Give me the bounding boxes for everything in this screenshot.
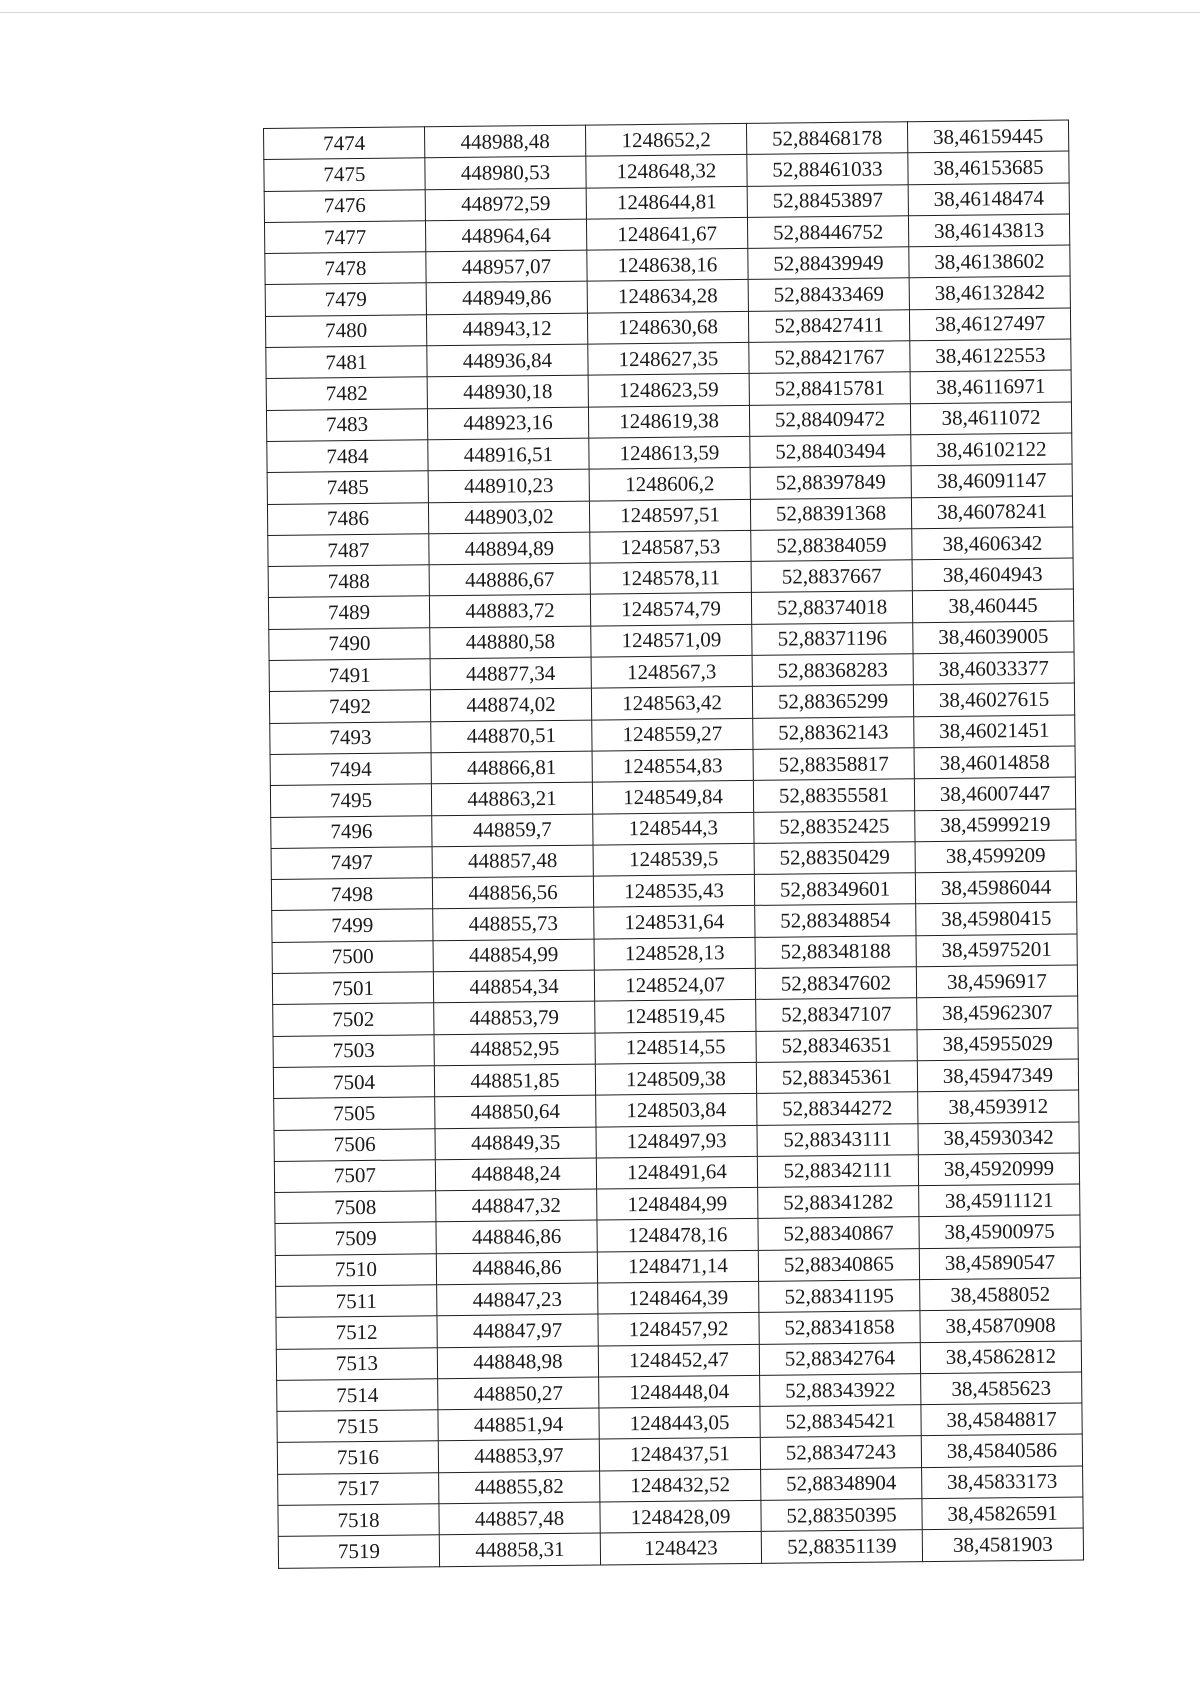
latitude-cell: 52,88348904	[761, 1467, 922, 1500]
point-number-cell: 7480	[265, 315, 426, 348]
y-coordinate-cell: 1248648,32	[586, 155, 747, 188]
y-coordinate-cell: 1248623,59	[588, 374, 749, 407]
y-coordinate-cell: 1248464,39	[598, 1281, 759, 1314]
longitude-cell: 38,46138602	[909, 245, 1070, 278]
y-coordinate-cell: 1248567,3	[591, 655, 752, 688]
latitude-cell: 52,88350395	[761, 1499, 922, 1532]
latitude-cell: 52,88351139	[761, 1530, 922, 1563]
point-number-cell: 7485	[267, 471, 428, 504]
latitude-cell: 52,8837667	[751, 560, 912, 593]
y-coordinate-cell: 1248471,14	[597, 1250, 758, 1283]
x-coordinate-cell: 448866,81	[431, 751, 592, 784]
latitude-cell: 52,88345361	[756, 1061, 917, 1094]
coordinates-table-body	[264, 120, 1084, 1568]
y-coordinate-cell: 1248613,59	[589, 436, 750, 469]
latitude-cell: 52,88368283	[752, 654, 913, 687]
latitude-cell: 52,88374018	[751, 591, 912, 624]
y-coordinate-cell: 1248559,27	[592, 718, 753, 751]
longitude-cell: 38,45848817	[921, 1403, 1082, 1436]
x-coordinate-cell: 448847,32	[436, 1189, 597, 1222]
longitude-cell: 38,45947349	[917, 1059, 1078, 1092]
longitude-cell: 38,45862812	[920, 1341, 1081, 1374]
point-number-cell: 7498	[271, 878, 432, 911]
latitude-cell: 52,88421767	[749, 341, 910, 374]
point-number-cell: 7486	[267, 502, 428, 535]
latitude-cell: 52,88347107	[756, 998, 917, 1031]
x-coordinate-cell: 448852,95	[434, 1033, 595, 1066]
point-number-cell: 7515	[277, 1410, 438, 1443]
x-coordinate-cell: 448853,79	[434, 1001, 595, 1034]
longitude-cell: 38,45975201	[916, 934, 1077, 967]
longitude-cell: 38,4596917	[916, 965, 1077, 998]
longitude-cell: 38,45930342	[918, 1122, 1079, 1155]
y-coordinate-cell: 1248491,64	[596, 1156, 757, 1189]
latitude-cell: 52,88345421	[760, 1405, 921, 1438]
latitude-cell: 52,88355581	[753, 779, 914, 812]
x-coordinate-cell: 448916,51	[428, 438, 589, 471]
y-coordinate-cell: 1248457,92	[598, 1313, 759, 1346]
point-number-cell: 7487	[268, 534, 429, 567]
latitude-cell: 52,88362143	[753, 716, 914, 749]
point-number-cell: 7475	[264, 158, 425, 191]
latitude-cell: 52,88409472	[749, 403, 910, 436]
x-coordinate-cell: 448930,18	[427, 375, 588, 408]
x-coordinate-cell: 448874,02	[430, 688, 591, 721]
coordinates-table-wrapper	[263, 120, 1084, 1569]
point-number-cell: 7510	[275, 1253, 436, 1286]
x-coordinate-cell: 448854,99	[433, 939, 594, 972]
x-coordinate-cell: 448850,27	[438, 1377, 599, 1410]
point-number-cell: 7501	[272, 972, 433, 1005]
point-number-cell: 7484	[267, 440, 428, 473]
latitude-cell: 52,88453897	[747, 184, 908, 217]
latitude-cell: 52,88403494	[750, 435, 911, 468]
longitude-cell: 38,46148474	[908, 183, 1069, 216]
x-coordinate-cell: 448847,97	[437, 1314, 598, 1347]
longitude-cell: 38,4606342	[912, 527, 1073, 560]
point-number-cell: 7495	[270, 784, 431, 817]
longitude-cell: 38,46116971	[910, 370, 1071, 403]
point-number-cell: 7502	[273, 1003, 434, 1036]
y-coordinate-cell: 1248641,67	[586, 217, 747, 250]
latitude-cell: 52,88347602	[755, 967, 916, 1000]
x-coordinate-cell: 448846,86	[436, 1220, 597, 1253]
longitude-cell: 38,45840586	[921, 1434, 1082, 1467]
y-coordinate-cell: 1248448,04	[599, 1375, 760, 1408]
latitude-cell: 52,88348854	[755, 904, 916, 937]
latitude-cell: 52,88348188	[755, 935, 916, 968]
latitude-cell: 52,88346351	[756, 1029, 917, 1062]
x-coordinate-cell: 448857,48	[439, 1502, 600, 1535]
point-number-cell: 7514	[277, 1379, 438, 1412]
y-coordinate-cell: 1248539,5	[593, 843, 754, 876]
longitude-cell: 38,4593912	[918, 1090, 1079, 1123]
x-coordinate-cell: 448894,89	[429, 532, 590, 565]
point-number-cell: 7504	[273, 1066, 434, 1099]
y-coordinate-cell: 1248587,53	[590, 530, 751, 563]
point-number-cell: 7507	[274, 1160, 435, 1193]
latitude-cell: 52,88397849	[750, 466, 911, 499]
latitude-cell: 52,88371196	[752, 622, 913, 655]
longitude-cell: 38,4585623	[921, 1372, 1082, 1405]
x-coordinate-cell: 448949,86	[426, 282, 587, 315]
y-coordinate-cell: 1248503,84	[596, 1094, 757, 1127]
y-coordinate-cell: 1248484,99	[597, 1187, 758, 1220]
latitude-cell: 52,88365299	[752, 685, 913, 718]
y-coordinate-cell: 1248531,64	[594, 906, 755, 939]
x-coordinate-cell: 448886,67	[429, 563, 590, 596]
point-number-cell: 7505	[274, 1097, 435, 1130]
x-coordinate-cell: 448863,21	[431, 782, 592, 815]
x-coordinate-cell: 448903,02	[428, 501, 589, 534]
point-number-cell: 7518	[278, 1504, 439, 1537]
x-coordinate-cell: 448964,64	[425, 219, 586, 252]
point-number-cell: 7479	[265, 283, 426, 316]
point-number-cell: 7490	[269, 628, 430, 661]
latitude-cell: 52,88358817	[753, 748, 914, 781]
longitude-cell: 38,46127497	[909, 308, 1070, 341]
y-coordinate-cell: 1248428,09	[600, 1500, 761, 1533]
latitude-cell: 52,88341195	[759, 1280, 920, 1313]
longitude-cell: 38,46132842	[909, 277, 1070, 310]
x-coordinate-cell: 448923,16	[427, 407, 588, 440]
point-number-cell: 7500	[272, 940, 433, 973]
longitude-cell: 38,45920999	[918, 1153, 1079, 1186]
point-number-cell: 7489	[268, 596, 429, 629]
latitude-cell: 52,88446752	[747, 216, 908, 249]
y-coordinate-cell: 1248634,28	[587, 280, 748, 313]
point-number-cell: 7506	[274, 1128, 435, 1161]
latitude-cell: 52,88343111	[757, 1123, 918, 1156]
point-number-cell: 7499	[272, 909, 433, 942]
longitude-cell: 38,45955029	[917, 1028, 1078, 1061]
y-coordinate-cell: 1248627,35	[588, 343, 749, 376]
x-coordinate-cell: 448880,58	[430, 626, 591, 659]
x-coordinate-cell: 448853,97	[438, 1440, 599, 1473]
point-number-cell: 7492	[269, 690, 430, 723]
x-coordinate-cell: 448859,7	[432, 814, 593, 847]
longitude-cell: 38,46039005	[913, 621, 1074, 654]
longitude-cell: 38,46021451	[914, 715, 1075, 748]
longitude-cell: 38,4599209	[915, 840, 1076, 873]
latitude-cell: 52,88349601	[754, 873, 915, 906]
x-coordinate-cell: 448854,34	[433, 970, 594, 1003]
longitude-cell: 38,46007447	[914, 777, 1075, 810]
point-number-cell: 7503	[273, 1034, 434, 1067]
latitude-cell: 52,88342764	[759, 1342, 920, 1375]
x-coordinate-cell: 448851,94	[438, 1408, 599, 1441]
longitude-cell: 38,46102122	[911, 433, 1072, 466]
longitude-cell: 38,45962307	[917, 996, 1078, 1029]
longitude-cell: 38,46078241	[911, 496, 1072, 529]
y-coordinate-cell: 1248519,45	[595, 1000, 756, 1033]
point-number-cell: 7478	[265, 252, 426, 285]
longitude-cell: 38,46091147	[911, 464, 1072, 497]
y-coordinate-cell: 1248437,51	[599, 1438, 760, 1471]
longitude-cell: 38,4581903	[922, 1528, 1083, 1561]
longitude-cell: 38,4611072	[910, 402, 1071, 435]
point-number-cell: 7509	[275, 1222, 436, 1255]
x-coordinate-cell: 448957,07	[426, 250, 587, 283]
longitude-cell: 38,46159445	[907, 120, 1068, 153]
longitude-cell: 38,45870908	[920, 1309, 1081, 1342]
coordinates-table	[263, 120, 1084, 1569]
x-coordinate-cell: 448980,53	[425, 156, 586, 189]
scan-edge-line	[0, 12, 1200, 13]
x-coordinate-cell: 448877,34	[430, 657, 591, 690]
latitude-cell: 52,88415781	[749, 372, 910, 405]
y-coordinate-cell: 1248443,05	[599, 1407, 760, 1440]
point-number-cell: 7519	[278, 1535, 439, 1568]
latitude-cell: 52,88461033	[747, 153, 908, 186]
latitude-cell: 52,88343922	[760, 1374, 921, 1407]
latitude-cell: 52,88352425	[754, 810, 915, 843]
y-coordinate-cell: 1248578,11	[590, 562, 751, 595]
point-number-cell: 7508	[275, 1191, 436, 1224]
latitude-cell: 52,88341858	[759, 1311, 920, 1344]
point-number-cell: 7513	[276, 1347, 437, 1380]
latitude-cell: 52,88384059	[751, 529, 912, 562]
point-number-cell: 7474	[264, 127, 425, 160]
point-number-cell: 7481	[266, 346, 427, 379]
y-coordinate-cell: 1248574,79	[590, 593, 751, 626]
latitude-cell: 52,88347243	[760, 1436, 921, 1469]
point-number-cell: 7493	[270, 721, 431, 754]
latitude-cell: 52,88439949	[748, 247, 909, 280]
latitude-cell: 52,88341282	[758, 1186, 919, 1219]
latitude-cell: 52,88433469	[748, 278, 909, 311]
longitude-cell: 38,4588052	[920, 1278, 1081, 1311]
x-coordinate-cell: 448855,82	[439, 1471, 600, 1504]
y-coordinate-cell: 1248644,81	[586, 186, 747, 219]
x-coordinate-cell: 448851,85	[434, 1064, 595, 1097]
x-coordinate-cell: 448936,84	[427, 344, 588, 377]
x-coordinate-cell: 448850,64	[435, 1095, 596, 1128]
y-coordinate-cell: 1248554,83	[592, 749, 753, 782]
latitude-cell: 52,88340865	[758, 1248, 919, 1281]
y-coordinate-cell: 1248528,13	[594, 937, 755, 970]
longitude-cell: 38,45911121	[919, 1184, 1080, 1217]
y-coordinate-cell: 1248619,38	[588, 405, 749, 438]
longitude-cell: 38,45999219	[915, 809, 1076, 842]
longitude-cell: 38,46014858	[914, 746, 1075, 779]
x-coordinate-cell: 448972,59	[425, 188, 586, 221]
x-coordinate-cell: 448848,98	[437, 1346, 598, 1379]
point-number-cell: 7482	[266, 377, 427, 410]
y-coordinate-cell: 1248544,3	[593, 812, 754, 845]
point-number-cell: 7491	[269, 659, 430, 692]
point-number-cell: 7477	[264, 221, 425, 254]
y-coordinate-cell: 1248563,42	[591, 687, 752, 720]
latitude-cell: 52,88468178	[746, 122, 907, 155]
y-coordinate-cell: 1248571,09	[591, 624, 752, 657]
longitude-cell: 38,46033377	[913, 652, 1074, 685]
x-coordinate-cell: 448910,23	[428, 469, 589, 502]
y-coordinate-cell: 1248524,07	[594, 968, 755, 1001]
y-coordinate-cell: 1248535,43	[593, 875, 754, 908]
longitude-cell: 38,45986044	[915, 871, 1076, 904]
point-number-cell: 7488	[268, 565, 429, 598]
y-coordinate-cell: 1248478,16	[597, 1219, 758, 1252]
point-number-cell: 7512	[276, 1316, 437, 1349]
y-coordinate-cell: 1248630,68	[587, 311, 748, 344]
y-coordinate-cell: 1248452,47	[598, 1344, 759, 1377]
longitude-cell: 38,45890547	[919, 1247, 1080, 1280]
longitude-cell: 38,46143813	[908, 214, 1069, 247]
x-coordinate-cell: 448988,48	[424, 125, 585, 158]
latitude-cell: 52,88342111	[757, 1154, 918, 1187]
point-number-cell: 7494	[270, 753, 431, 786]
y-coordinate-cell: 1248509,38	[595, 1062, 756, 1095]
x-coordinate-cell: 448943,12	[426, 313, 587, 346]
x-coordinate-cell: 448857,48	[432, 845, 593, 878]
longitude-cell: 38,45826591	[922, 1497, 1083, 1530]
longitude-cell: 38,460445	[912, 589, 1073, 622]
longitude-cell: 38,45833173	[922, 1466, 1083, 1499]
x-coordinate-cell: 448847,23	[437, 1283, 598, 1316]
point-number-cell: 7511	[276, 1285, 437, 1318]
point-number-cell: 7497	[271, 847, 432, 880]
x-coordinate-cell: 448870,51	[431, 720, 592, 753]
longitude-cell: 38,46122553	[910, 339, 1071, 372]
point-number-cell: 7496	[271, 815, 432, 848]
x-coordinate-cell: 448849,35	[435, 1127, 596, 1160]
y-coordinate-cell: 1248638,16	[587, 249, 748, 282]
longitude-cell: 38,45980415	[916, 902, 1077, 935]
y-coordinate-cell: 1248597,51	[589, 499, 750, 532]
y-coordinate-cell: 1248606,2	[589, 468, 750, 501]
latitude-cell: 52,88427411	[748, 310, 909, 343]
longitude-cell: 38,46027615	[913, 683, 1074, 716]
longitude-cell: 38,45900975	[919, 1215, 1080, 1248]
y-coordinate-cell: 1248652,2	[585, 123, 746, 156]
x-coordinate-cell: 448856,56	[432, 876, 593, 909]
latitude-cell: 52,88391368	[750, 497, 911, 530]
latitude-cell: 52,88344272	[757, 1092, 918, 1125]
latitude-cell: 52,88350429	[754, 842, 915, 875]
x-coordinate-cell: 448846,86	[436, 1252, 597, 1285]
point-number-cell: 7483	[266, 408, 427, 441]
longitude-cell: 38,4604943	[912, 558, 1073, 591]
y-coordinate-cell: 1248432,52	[600, 1469, 761, 1502]
y-coordinate-cell: 1248514,55	[595, 1031, 756, 1064]
point-number-cell: 7517	[278, 1473, 439, 1506]
x-coordinate-cell: 448883,72	[429, 595, 590, 628]
point-number-cell: 7476	[264, 189, 425, 222]
longitude-cell: 38,46153685	[908, 151, 1069, 184]
point-number-cell: 7516	[277, 1441, 438, 1474]
x-coordinate-cell: 448848,24	[435, 1158, 596, 1191]
x-coordinate-cell: 448855,73	[433, 908, 594, 941]
x-coordinate-cell: 448858,31	[439, 1533, 600, 1566]
y-coordinate-cell: 1248497,93	[596, 1125, 757, 1158]
latitude-cell: 52,88340867	[758, 1217, 919, 1250]
y-coordinate-cell: 1248423	[600, 1532, 761, 1565]
y-coordinate-cell: 1248549,84	[592, 781, 753, 814]
